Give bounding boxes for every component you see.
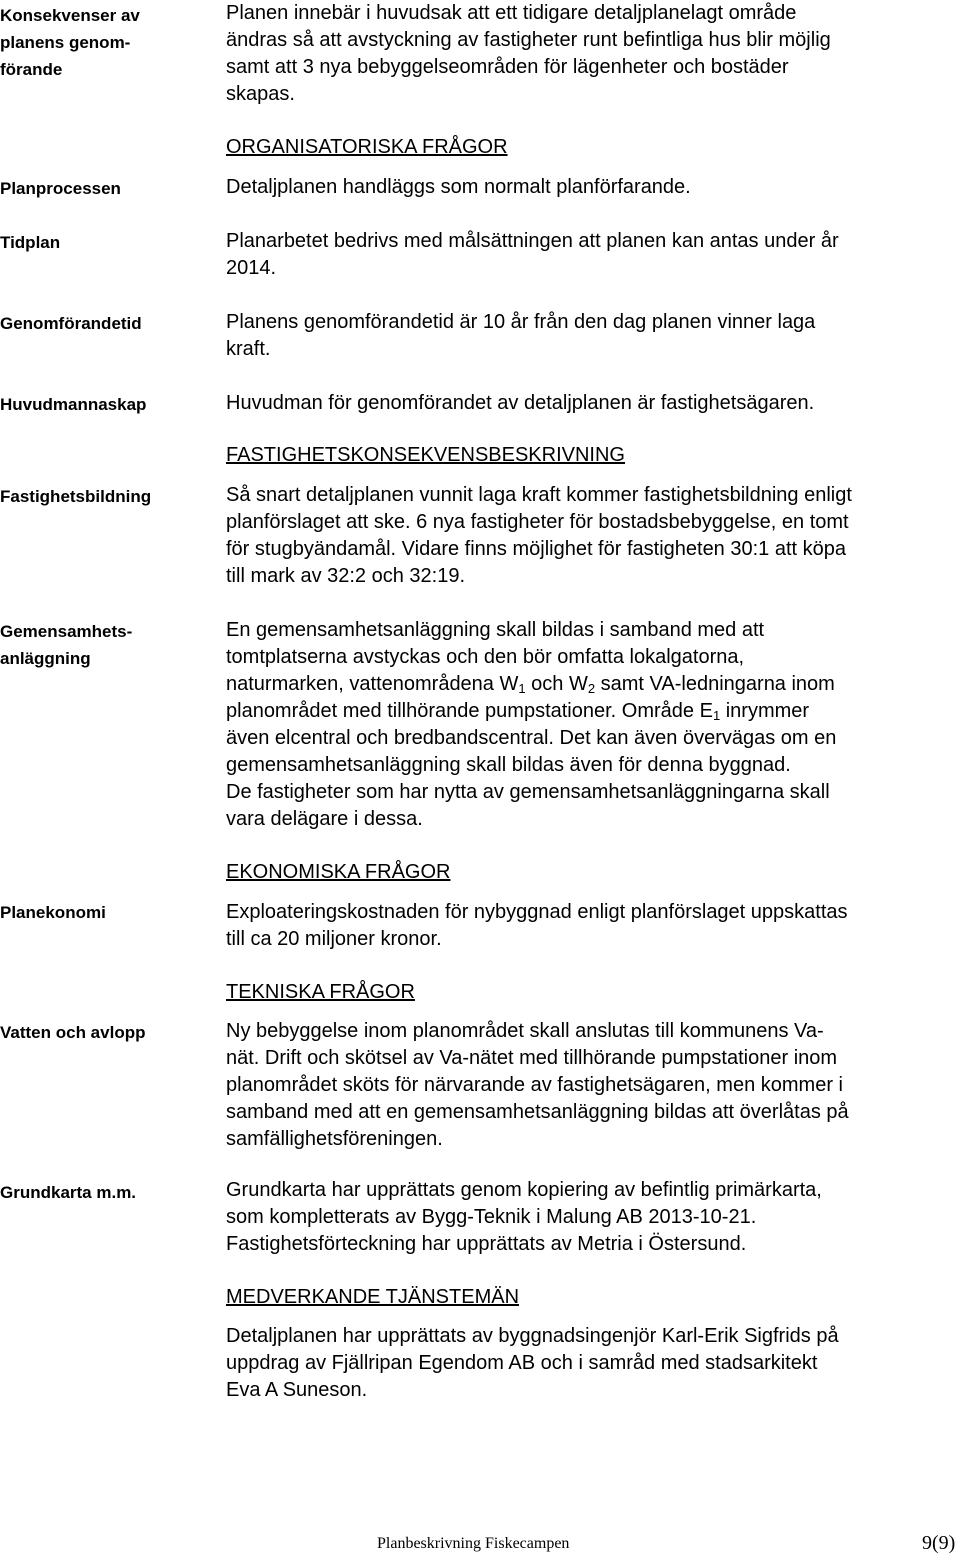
sidebar-fastighetsbildning: Fastighetsbildning	[0, 487, 152, 506]
subscript: 2	[587, 681, 596, 696]
sidebar-label-line: planens genom-	[0, 33, 131, 52]
sidebar-label-line: anläggning	[0, 649, 91, 668]
text-line: även elcentral och bredbandscentral. Det kan även övervägas om en	[226, 727, 837, 749]
text-line: ändras så att avstyckning av fastigheter runt befintliga hus blir möjlig	[226, 29, 831, 51]
medverkande-text	[226, 1323, 960, 1404]
sidebar-planprocessen: Planprocessen	[0, 179, 121, 198]
text-line: samfällighetsföreningen.	[226, 1128, 443, 1150]
sidebar-tidplan: Tidplan	[0, 233, 61, 252]
text-line: Planen innebär i huvudsak att ett tidigare detaljplanelagt område	[226, 2, 797, 24]
text-line: vara delägare i dessa.	[226, 808, 423, 830]
text-line: nät. Drift och skötsel av Va-nätet med tillhörande pumpstationer inom	[226, 1047, 838, 1069]
text-line: till ca 20 miljoner kronor.	[226, 928, 442, 950]
heading-fastighetskonsekvens: FASTIGHETSKONSEKVENSBESKRIVNING	[226, 444, 625, 466]
footer-document-title: Planbeskrivning Fiskecampen	[377, 1535, 570, 1552]
text-line	[226, 671, 960, 698]
sidebar-vatten-och-avlopp: Vatten och avlopp	[0, 1023, 146, 1042]
sidebar-planekonomi: Planekonomi	[0, 903, 106, 922]
text-line: kraft.	[226, 338, 271, 360]
heading-organisatoriska: ORGANISATORISKA FRÅGOR	[226, 136, 508, 158]
sidebar-huvudmannaskap: Huvudmannaskap	[0, 395, 147, 414]
text-line: Grundkarta har upprättats genom kopiering av befintlig primärkarta,	[226, 1179, 822, 1201]
tidplan-text	[226, 228, 960, 282]
grundkarta-text	[226, 1177, 960, 1258]
text-line: planområdet sköts för närvarande av fastighetsägaren, men kommer i	[226, 1074, 843, 1096]
text-run: inrymmer	[720, 700, 810, 722]
sidebar-label-line: Konsekvenser av	[0, 6, 140, 25]
text-line: En gemensamhetsanläggning skall bildas i samband med att	[226, 619, 765, 641]
text-line: Planens genomförandetid är 10 år från den dag planen vinner laga	[226, 311, 816, 333]
huvudmannaskap-text: Huvudman för genomförandet av detaljplanen är fastighetsägaren.	[226, 392, 815, 414]
subscript: 1	[518, 681, 526, 696]
text-line: uppdrag av Fjällripan Egendom AB och i samråd med stadsarkitekt	[226, 1352, 818, 1374]
text-line: Ny bebyggelse inom planområdet skall anslutas till kommunens Va-	[226, 1020, 824, 1042]
heading-tekniska: TEKNISKA FRÅGOR	[226, 981, 415, 1003]
text-line: samt att 3 nya bebyggelseområden för lägenheter och bostäder	[226, 56, 789, 78]
sidebar-gemensamhetsanlaggning	[0, 618, 200, 672]
intro-paragraph	[226, 0, 960, 108]
text-line: Fastighetsförteckning har upprättats av Metria i Östersund.	[226, 1233, 747, 1255]
text-line: samband med att en gemensamhetsanläggning bildas att överlåtas på	[226, 1101, 849, 1123]
text-line: De fastigheter som har nytta av gemensamhetsanläggningarna skall	[226, 781, 830, 803]
subscript: 1	[712, 708, 721, 723]
sidebar-konsekvenser	[0, 2, 200, 83]
planprocessen-text: Detaljplanen handläggs som normalt planförfarande.	[226, 176, 691, 198]
text-line: som kompletterats av Bygg-Teknik i Malung AB 2013-10-21.	[226, 1206, 757, 1228]
text-run: planområdet med tillhörande pumpstationer. Område E	[226, 700, 713, 722]
text-line: gemensamhetsanläggning skall bildas även för denna byggnad.	[226, 754, 791, 776]
gemensamhetsanlaggning-text	[226, 617, 960, 833]
text-line: Planarbetet bedrivs med målsättningen att planen kan antas under år	[226, 230, 839, 252]
text-line: 2014.	[226, 257, 277, 279]
text-line: Exploateringskostnaden för nybyggnad enligt planförslaget uppskattas	[226, 901, 848, 923]
text-line: Så snart detaljplanen vunnit laga kraft kommer fastighetsbildning enligt	[226, 484, 852, 506]
sidebar-label-line: förande	[0, 60, 63, 79]
sidebar-genomforandetid: Genomförandetid	[0, 314, 142, 333]
text-line: Eva A Suneson.	[226, 1379, 368, 1401]
text-line: till mark av 32:2 och 32:19.	[226, 565, 466, 587]
text-line: Detaljplanen har upprättats av byggnadsingenjör Karl-Erik Sigfrids på	[226, 1325, 839, 1347]
text-run: och W	[525, 673, 588, 695]
vatten-och-avlopp-text	[226, 1018, 960, 1153]
genomforandetid-text	[226, 309, 960, 363]
text-run: naturmarken, vattenområdena W	[226, 673, 519, 695]
text-line: för stugbyändamål. Vidare finns möjlighet för fastigheten 30:1 att köpa	[226, 538, 847, 560]
footer-page-number: 9(9)	[922, 1532, 956, 1554]
fastighetsbildning-text	[226, 482, 960, 590]
planekonomi-text	[226, 899, 960, 953]
text-run: samt VA-ledningarna inom	[595, 673, 835, 695]
heading-ekonomiska: EKONOMISKA FRÅGOR	[226, 861, 451, 883]
text-line: tomtplatserna avstyckas och den bör omfatta lokalgatorna,	[226, 646, 745, 668]
text-line: skapas.	[226, 83, 295, 105]
text-line	[226, 698, 960, 725]
sidebar-grundkarta: Grundkarta m.m.	[0, 1183, 137, 1202]
sidebar-label-line: Gemensamhets-	[0, 622, 133, 641]
text-line: planförslaget att ske. 6 nya fastigheter för bostadsbebyggelse, en tomt	[226, 511, 849, 533]
heading-medverkande: MEDVERKANDE TJÄNSTEMÄN	[226, 1286, 520, 1308]
